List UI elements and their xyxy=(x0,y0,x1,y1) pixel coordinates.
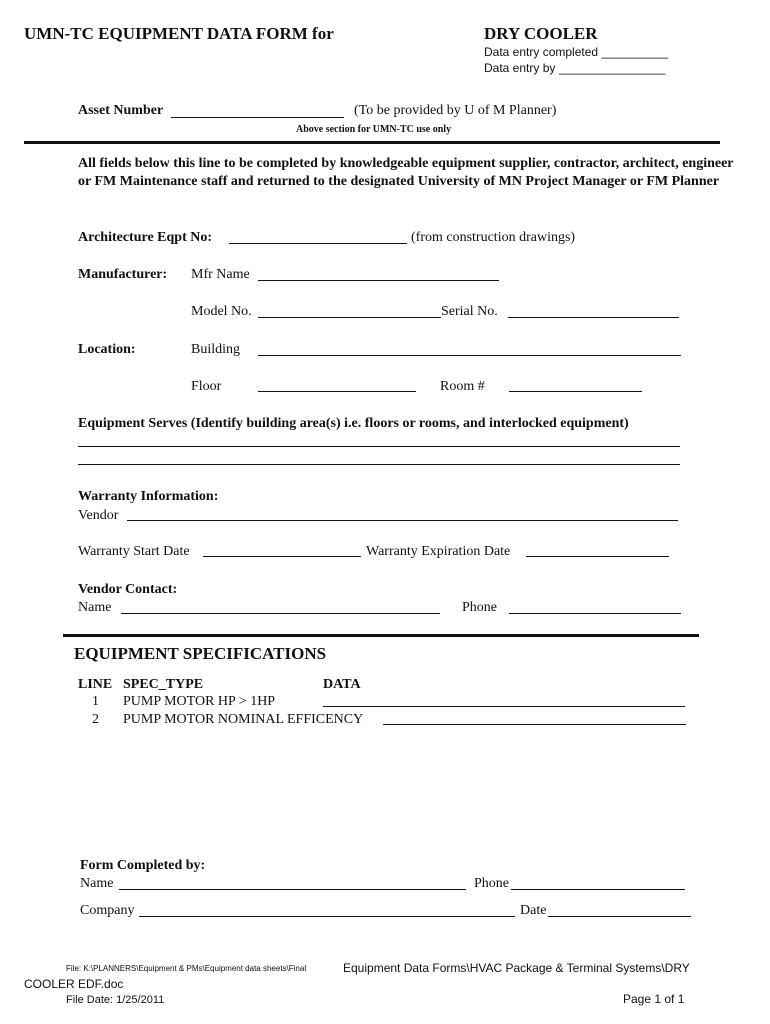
architecture-eqpt-field[interactable] xyxy=(229,243,407,244)
completed-date-field[interactable] xyxy=(548,916,691,917)
data-entry-completed[interactable]: Data entry completed __________ xyxy=(484,45,669,59)
spec-row-data-field[interactable] xyxy=(383,724,686,725)
completed-phone-field[interactable] xyxy=(511,889,685,890)
warranty-start-field[interactable] xyxy=(203,556,361,557)
vendor-label: Vendor xyxy=(78,508,119,523)
vendor-field[interactable] xyxy=(127,520,678,521)
warranty-heading: Warranty Information: xyxy=(78,489,219,504)
equipment-type: DRY COOLER xyxy=(484,24,598,43)
spec-row-data-field[interactable] xyxy=(323,706,685,707)
asset-number-label: Asset Number xyxy=(78,103,164,118)
asset-note: (To be provided by U of M Planner) xyxy=(354,103,557,118)
vendor-contact-phone-field[interactable] xyxy=(509,613,681,614)
col-line-header: LINE xyxy=(78,677,113,692)
col-spec-type-header: SPEC_TYPE xyxy=(123,677,204,692)
floor-label: Floor xyxy=(191,379,222,394)
completed-date-label: Date xyxy=(520,903,547,918)
vendor-contact-phone-label: Phone xyxy=(462,600,497,615)
warranty-start-label: Warranty Start Date xyxy=(78,544,190,559)
umn-only-note: Above section for UMN-TC use only xyxy=(296,124,452,135)
warranty-expiration-field[interactable] xyxy=(526,556,669,557)
footer-file-prefix: File: K:\PLANNERS\Equipment & PMs\Equipment data sheets\Final xyxy=(66,964,307,973)
col-data-header: DATA xyxy=(323,677,361,692)
specifications-divider xyxy=(63,634,699,637)
room-field[interactable] xyxy=(509,391,642,392)
serial-no-label: Serial No. xyxy=(441,304,498,319)
architecture-eqpt-label: Architecture Eqpt No: xyxy=(78,230,213,245)
completed-company-field[interactable] xyxy=(139,916,515,917)
form-completed-heading: Form Completed by: xyxy=(80,858,206,873)
footer-file-path: Equipment Data Forms\HVAC Package & Terminal Systems\DRY xyxy=(343,961,690,975)
floor-field[interactable] xyxy=(258,391,416,392)
manufacturer-label: Manufacturer: xyxy=(78,267,168,282)
specifications-heading: EQUIPMENT SPECIFICATIONS xyxy=(74,644,327,663)
footer-page-number: Page 1 of 1 xyxy=(623,992,685,1006)
room-label: Room # xyxy=(440,379,485,394)
spec-row-line: 2 xyxy=(92,712,99,727)
completed-phone-label: Phone xyxy=(474,876,509,891)
completed-name-field[interactable] xyxy=(119,889,466,890)
architecture-note: (from construction drawings) xyxy=(411,230,576,245)
section-divider xyxy=(24,141,720,144)
location-label: Location: xyxy=(78,342,136,357)
model-no-field[interactable] xyxy=(258,317,441,318)
completed-name-label: Name xyxy=(80,876,114,891)
data-entry-by[interactable]: Data entry by ________________ xyxy=(484,61,666,75)
equipment-serves-label: Equipment Serves (Identify building area(s) i.e. floors or rooms, and interlocked equipment) xyxy=(78,416,629,431)
building-field[interactable] xyxy=(258,355,681,356)
form-title: UMN-TC EQUIPMENT DATA FORM for xyxy=(24,24,334,43)
spec-row-line: 1 xyxy=(92,694,99,709)
mfr-name-field[interactable] xyxy=(258,280,499,281)
spec-row-type: PUMP MOTOR NOMINAL EFFICENCY xyxy=(123,712,364,727)
spec-row-type: PUMP MOTOR HP > 1HP xyxy=(123,694,276,709)
asset-number-field[interactable] xyxy=(171,117,344,118)
equipment-serves-field-2[interactable] xyxy=(78,464,680,465)
instructions-text: All fields below this line to be completed by knowledgeable equipment supplier, contractor, architect, engineer or FM Maintenance staff and returned to the designated University of MN Project Manager or FM Planner xyxy=(78,156,734,189)
vendor-contact-name-label: Name xyxy=(78,600,112,615)
building-label: Building xyxy=(191,342,241,357)
equipment-serves-field-1[interactable] xyxy=(78,446,680,447)
serial-no-field[interactable] xyxy=(508,317,679,318)
completed-company-label: Company xyxy=(80,903,135,918)
warranty-expiration-label: Warranty Expiration Date xyxy=(366,544,511,559)
model-no-label: Model No. xyxy=(191,304,252,319)
footer-file-name: COOLER EDF.doc xyxy=(24,977,124,991)
vendor-contact-heading: Vendor Contact: xyxy=(78,582,178,597)
footer-file-date: File Date: 1/25/2011 xyxy=(66,994,165,1006)
vendor-contact-name-field[interactable] xyxy=(121,613,440,614)
mfr-name-label: Mfr Name xyxy=(191,267,250,282)
